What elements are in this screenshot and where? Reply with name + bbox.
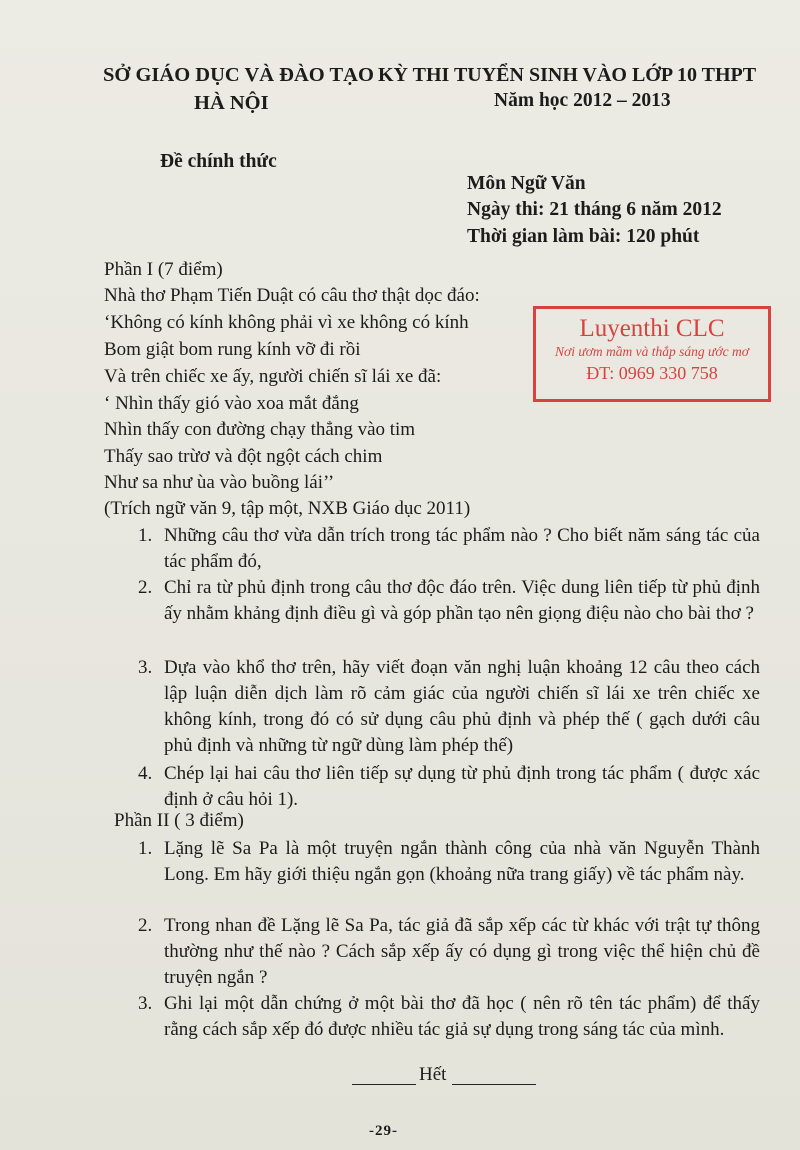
department-city: HÀ NỘI: [194, 92, 269, 114]
question-text: Dựa vào khổ thơ trên, hãy viết đoạn văn nghị luận khoảng 12 câu theo cách lập luận diễn dịch làm rõ cảm giác của người chiến sĩ lái xe trên chiếc xe không kính, trong đó có sử dụng câu phủ định và phép thế ( gạch dưới câu phủ định và những từ ngữ dùng làm phép thế): [164, 657, 760, 756]
watermark-stamp: [533, 306, 771, 402]
question-number: 1.: [138, 525, 153, 546]
question-number: 1.: [138, 838, 153, 859]
question-text: Ghi lại một dẫn chứng ở một bài thơ đã học ( nên rõ tên tác phẩm) để thấy rằng cách sắp xếp đó được nhiều tác giả sự dụng trong sáng tác của mình.: [164, 993, 760, 1040]
question-text: Chép lại hai câu thơ liên tiếp sự dụng từ phủ định trong tác phẩm ( được xác định ở câu hỏi 1).: [164, 763, 760, 810]
part1-question: [138, 655, 760, 759]
question-number: 3.: [138, 657, 153, 678]
part2-title: Phần II ( 3 điểm): [114, 810, 244, 831]
part1-question: [138, 575, 760, 627]
part2-question: [138, 836, 760, 888]
end-marker: Hết: [419, 1064, 447, 1085]
question-number: 3.: [138, 993, 153, 1014]
exam-date: Ngày thi: 21 tháng 6 năm 2012: [467, 199, 722, 220]
end-rule-right: [452, 1084, 536, 1085]
part2-question: [138, 913, 760, 991]
poem-line: ‘ Nhìn thấy gió vào xoa mắt đắng: [104, 393, 359, 414]
stamp-slogan: Nơi ươm mầm và thắp sáng ước mơ: [555, 344, 749, 359]
stamp-phone: ĐT: 0969 330 758: [586, 363, 718, 383]
page-number: -29-: [369, 1123, 398, 1139]
poem-source: (Trích ngữ văn 9, tập một, NXB Giáo dục 2011): [104, 498, 471, 519]
question-text: Trong nhan đề Lặng lẽ Sa Pa, tác giả đã sắp xếp các từ khác với trật tự thông thường như thế nào ? Cách sắp xếp ấy có dụng gì trong việc thể hiện chủ đề truyện ngắn ?: [164, 915, 760, 988]
official-label: Đề chính thức: [160, 151, 277, 172]
question-number: 4.: [138, 763, 153, 784]
question-text: Lặng lẽ Sa Pa là một truyện ngắn thành công của nhà văn Nguyễn Thành Long. Em hãy giới thiệu ngắn gọn (khoảng nữa trang giấy) về tác phẩm này.: [164, 838, 760, 885]
poem-line: Và trên chiếc xe ấy, người chiến sĩ lái xe đã:: [104, 366, 442, 387]
poem-line: Thấy sao trừơ và đột ngột cách chim: [104, 446, 383, 467]
part2-question: [138, 991, 760, 1043]
part1-question: [138, 523, 760, 575]
question-text: Chỉ ra từ phủ định trong câu thơ độc đáo trên. Việc dung liên tiếp từ phủ định ấy nhằm khảng định điều gì và góp phần tạo nên giọng điệu nào cho bài thơ ?: [164, 577, 760, 624]
school-year: Năm học 2012 – 2013: [494, 90, 671, 111]
subject: Môn Ngữ Văn: [467, 173, 586, 194]
exam-title: KỲ THI TUYỂN SINH VÀO LỚP 10 THPT: [378, 64, 757, 86]
poem-line: Nhìn thấy con đường chạy thẳng vào tim: [104, 419, 416, 440]
poem-line: Như sa như ùa vào buồng lái’’: [104, 472, 335, 493]
part1-question: [138, 761, 760, 813]
poem-line: Bom giật bom rung kính vỡ đi rồi: [104, 339, 361, 360]
exam-duration: Thời gian làm bài: 120 phút: [467, 226, 700, 247]
part1-intro: Nhà thơ Phạm Tiến Duật có câu thơ thật dọc đáo:: [104, 285, 480, 306]
end-rule-left: [352, 1084, 416, 1085]
part1-title: Phần I (7 điểm): [104, 259, 223, 280]
poem-line: ‘Không có kính không phải vì xe không có kính: [104, 312, 469, 333]
department-name: SỞ GIÁO DỤC VÀ ĐÀO TẠO: [103, 64, 374, 86]
question-number: 2.: [138, 915, 153, 936]
stamp-name: Luyenthi CLC: [579, 315, 725, 342]
question-number: 2.: [138, 577, 153, 598]
question-text: Những câu thơ vừa dẫn trích trong tác phẩm nào ? Cho biết năm sáng tác của tác phẩm đó,: [164, 525, 760, 572]
